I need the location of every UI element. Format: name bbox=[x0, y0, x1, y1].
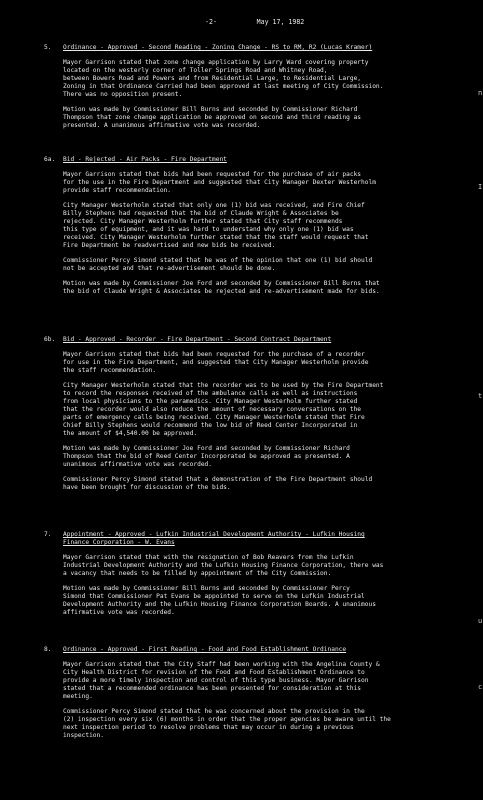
margin-fragment: u bbox=[478, 617, 483, 625]
text-line: There was no opposition present. bbox=[63, 91, 183, 98]
paragraph bbox=[63, 351, 463, 375]
text-line: located on the westerly corner of Toller Springs Road and Whitney Road, bbox=[63, 67, 328, 74]
text-line: Mayor Garrison stated that with the resignation of Bob Reavers from the Lufkin bbox=[63, 554, 354, 561]
text-line: that the recorder would also reduce the amount of necessary conversations on the bbox=[63, 406, 362, 413]
text-line: Zoning in that Ordinance Carried had been approved at last meeting of City Commission. bbox=[63, 83, 384, 90]
text-line: unanimous affirmative vote was recorded. bbox=[63, 461, 213, 468]
text-line: Billy Stephens had requested that the bid of Claude Wright & Associates be bbox=[63, 210, 339, 217]
item-title: Bid - Rejected - Air Packs - Fire Department bbox=[63, 156, 227, 163]
paragraph bbox=[63, 59, 463, 99]
page-header bbox=[205, 18, 304, 26]
agenda-item-8 bbox=[44, 646, 469, 740]
agenda-item-6b bbox=[44, 336, 469, 492]
item-title: Ordinance - Approved - Second Reading - Zoning Change - RS to RM, R2 (Lucas Kramer) bbox=[63, 44, 373, 51]
text-line: Chief Billy Stephens would recommend the low bid of Reed Center Incorporated in bbox=[63, 422, 358, 429]
paragraph bbox=[63, 106, 463, 130]
text-line: presented. A unanimous affirmative vote was recorded. bbox=[63, 122, 261, 129]
paragraph bbox=[63, 171, 463, 195]
text-line: provide staff recommendation. bbox=[63, 187, 172, 194]
item-number: 6a. bbox=[44, 156, 56, 163]
header-date: May 17, 1982 bbox=[256, 18, 305, 26]
agenda-item-5 bbox=[44, 44, 469, 130]
text-line: Motion was made by Commissioner Bill Burns and seconded by Commissioner Percy bbox=[63, 585, 350, 592]
text-line: for use in the Fire Department, and suggested that City Manager Westerholm provide bbox=[63, 359, 369, 366]
paragraph bbox=[63, 708, 463, 740]
text-line: between Bowers Road and Powers and from Residential Large, to Residential Large, bbox=[63, 75, 362, 82]
text-line: next inspection period to resolve problems that may occur in during a previous bbox=[63, 724, 354, 731]
text-line: rejected. City Manager Westerholm further stated that City staff recommends bbox=[63, 218, 343, 225]
text-line: Thompson that the bid of Reed Center Incorporated be approved as presented. A bbox=[63, 453, 350, 460]
item-title: Appointment - Approved - Lufkin Industrial Development Authority - Lufkin Housing bbox=[63, 531, 365, 538]
text-line: received. City Manager Westerholm further stated that the staff would request that bbox=[63, 234, 369, 241]
text-line: the bid of Claude Wright & Associates be rejected and re-advertisement made for bids. bbox=[63, 288, 380, 295]
item-title: Ordinance - Approved - First Reading - Food and Food Establishment Ordinance bbox=[63, 646, 347, 653]
text-line: stated that a recommended ordinance has been presented for consideration at this bbox=[63, 685, 362, 692]
text-line: inspection. bbox=[63, 732, 104, 739]
text-line: Mayor Garrison stated that zone change application by Larry Ward covering property bbox=[63, 59, 369, 66]
text-line: Motion was made by Commissioner Bill Burns and seconded by Commissioner Richard bbox=[63, 106, 358, 113]
text-line: Thompson that zone change application be approved on second and third reading as bbox=[63, 114, 362, 121]
margin-fragment: c bbox=[478, 683, 483, 691]
text-line: from local physicians to the paramedics. City Manager Westerholm further stated bbox=[63, 398, 358, 405]
item-title: Bid - Approved - Recorder - Fire Department - Second Contract Department bbox=[63, 336, 332, 343]
item-number: 6b. bbox=[44, 336, 56, 343]
text-line: a vacancy that needs to be filled by appointment of the City Commission. bbox=[63, 570, 332, 577]
item-number: 7. bbox=[44, 531, 52, 538]
text-line: Commissioner Percy Simond stated that he was of the opinion that one (1) bid should bbox=[63, 257, 373, 264]
item-heading bbox=[44, 646, 469, 654]
page-number: -2- bbox=[205, 18, 217, 26]
text-line: Motion was made by Commissioner Joe Ford and seconded by Commissioner Richard bbox=[63, 445, 350, 452]
text-line: meeting. bbox=[63, 693, 93, 700]
item-heading bbox=[44, 156, 469, 164]
paragraph bbox=[63, 280, 463, 296]
text-line: for the use in the Fire Department and suggested that City Manager Dexter Westerholm bbox=[63, 179, 376, 186]
margin-fragment: I bbox=[478, 183, 483, 191]
text-line: Mayor Garrison stated that bids had been requested for the purchase of air packs bbox=[63, 171, 362, 178]
paragraph bbox=[63, 554, 463, 578]
text-line: not be accepted and that re-advertisement should be done. bbox=[63, 265, 276, 272]
text-line: Commissioner Percy Simond stated that a demonstration of the Fire Department should bbox=[63, 476, 373, 483]
text-line: Industrial Development Authority and the Lufkin Housing Finance Corporation, there was bbox=[63, 562, 384, 569]
agenda-item-7 bbox=[44, 531, 469, 617]
item-title-line-2: Finance Corporation - W. Evans bbox=[63, 539, 175, 546]
text-line: provide a more timely inspection and control of this type business. Mayor Garrison bbox=[63, 677, 369, 684]
paragraph bbox=[63, 202, 463, 250]
text-line: have been brought for discussion of the bids. bbox=[63, 484, 231, 491]
text-line: to record the responses received of the ambulance calls as well as instructions bbox=[63, 390, 358, 397]
paragraph bbox=[63, 585, 463, 617]
text-line: the staff recommendation. bbox=[63, 367, 157, 374]
item-heading bbox=[44, 336, 469, 344]
item-heading bbox=[44, 531, 469, 539]
item-number: 5. bbox=[44, 44, 52, 51]
item-heading-continued bbox=[44, 539, 469, 547]
item-number: 8. bbox=[44, 646, 52, 653]
text-line: (2) inspection every six (6) months in order that the proper agencies be aware until the bbox=[63, 716, 391, 723]
paragraph bbox=[63, 382, 463, 438]
text-line: this type of equipment, and it was hard to understand why only one (1) bid was bbox=[63, 226, 354, 233]
text-line: Mayor Garrison stated that bids had been requested for the purchase of a recorder bbox=[63, 351, 365, 358]
text-line: City Manager Westerholm stated that only one (1) bid was received, and Fire Chief bbox=[63, 202, 365, 209]
text-line: Commissioner Percy Simond stated that he was concerned about the provision in the bbox=[63, 708, 365, 715]
item-heading bbox=[44, 44, 469, 52]
text-line: City Health District for revision of the Food and Food Establishment Ordinance to bbox=[63, 669, 365, 676]
margin-fragment: t bbox=[478, 392, 483, 400]
agenda-item-6a bbox=[44, 156, 469, 296]
text-line: parts of emergency calls being received. City Manager Westerholm stated that Fire bbox=[63, 414, 365, 421]
text-line: Development Authority and the Lufkin Housing Finance Corporation Boards. A unanimous bbox=[63, 601, 376, 608]
text-line: affirmative vote was recorded. bbox=[63, 609, 175, 616]
text-line: Motion was made by Commissioner Joe Ford and seconded by Commissioner Bill Burns that bbox=[63, 280, 380, 287]
paragraph bbox=[63, 445, 463, 469]
text-line: the amount of $4,540.00 be approved. bbox=[63, 430, 198, 437]
text-line: City Manager Westerholm stated that the recorder was to be used by the Fire Department bbox=[63, 382, 384, 389]
text-line: Mayor Garrison stated that the City Staff had been working with the Angelina County & bbox=[63, 661, 380, 668]
text-line: Fire Department be readvertised and new bids be received. bbox=[63, 242, 276, 249]
paragraph bbox=[63, 257, 463, 273]
paragraph bbox=[63, 476, 463, 492]
paragraph bbox=[63, 661, 463, 701]
text-line: Simond that Commissioner Pat Evans be appointed to serve on the Lufkin Industrial bbox=[63, 593, 365, 600]
margin-fragment: n bbox=[478, 89, 483, 97]
